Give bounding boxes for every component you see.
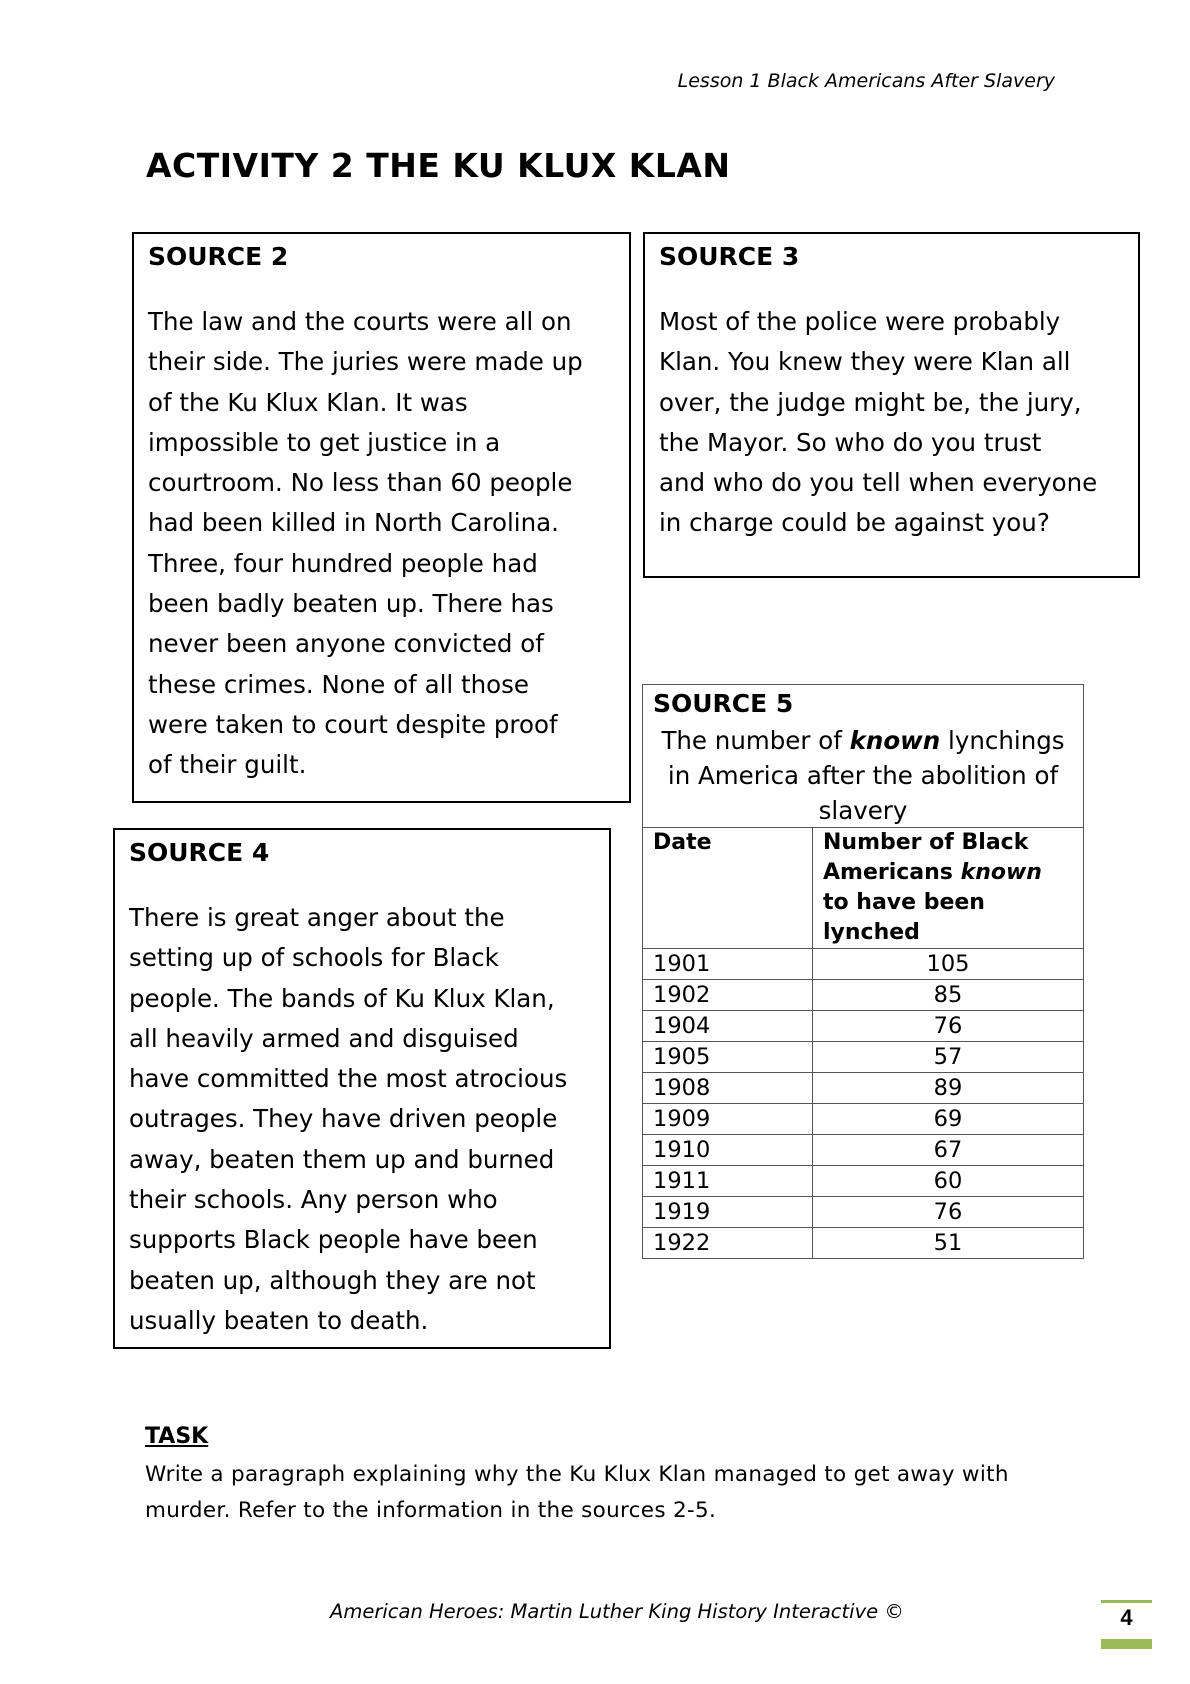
date-cell: 1911 (643, 1166, 813, 1197)
text-line: these crimes. None of all those (148, 669, 529, 699)
table-row (643, 1073, 1083, 1104)
text-line: outrages. They have driven people (129, 1104, 558, 1134)
page-number: 4 (1120, 1605, 1133, 1630)
footer-text: American Heroes: Martin Luther King History Interactive © (330, 1600, 904, 1623)
text-line: The law and the courts were all on (148, 307, 572, 336)
task-heading: TASK (145, 1424, 209, 1449)
text-line: beaten up, although they are not (129, 1265, 536, 1295)
lesson-header: Lesson 1 Black Americans After Slavery (677, 70, 1055, 92)
text-line: courtroom. No less than 60 people (148, 468, 573, 498)
date-cell: 1905 (643, 1042, 813, 1073)
date-cell: 1910 (643, 1135, 813, 1166)
text-line: in charge could be against you? (659, 508, 1050, 538)
source-5-table-box (642, 684, 1084, 1259)
text-line: people. The bands of Ku Klux Klan, (129, 983, 555, 1013)
text-line: have committed the most atrocious (129, 1064, 568, 1094)
text-line: of the Ku Klux Klan. It was (148, 387, 468, 417)
date-cell: 1904 (643, 1011, 813, 1042)
text-line: their side. The juries were made up (148, 347, 583, 377)
table-row (643, 1011, 1083, 1042)
count-cell: 69 (813, 1104, 1084, 1135)
text-line: Write a paragraph explaining why the Ku Klux Klan managed to get away with (145, 1462, 1009, 1487)
text-line: supports Black people have been (129, 1225, 538, 1255)
source-3-text (659, 302, 1097, 544)
text-line: murder. Refer to the information in the sources 2-5. (145, 1498, 717, 1523)
count-cell: 51 (813, 1228, 1084, 1259)
text-line: Klan. You knew they were Klan all (659, 347, 1071, 377)
table-row (643, 1104, 1083, 1135)
source-2-heading: SOURCE 2 (148, 242, 289, 271)
count-cell: 57 (813, 1042, 1084, 1073)
table-row (643, 1197, 1083, 1228)
source-5-caption (643, 685, 1083, 828)
date-cell: 1908 (643, 1073, 813, 1104)
text-line: and who do you tell when everyone (659, 468, 1098, 498)
date-cell: 1909 (643, 1104, 813, 1135)
source-3-heading: SOURCE 3 (659, 242, 800, 271)
table-row (643, 949, 1083, 980)
table-row (643, 1228, 1083, 1259)
text-line: over, the judge might be, the jury, (659, 387, 1082, 417)
table-row (643, 1135, 1083, 1166)
text-line: There is great anger about the (129, 903, 505, 932)
source-2-text (148, 302, 583, 786)
lynchings-table (643, 828, 1083, 1258)
source-5-heading: SOURCE 5 (653, 689, 794, 718)
count-cell: 76 (813, 1011, 1084, 1042)
text-line: were taken to court despite proof (148, 709, 558, 739)
page-number-bottom-bar (1101, 1639, 1152, 1649)
text-line: Three, four hundred people had (148, 548, 538, 578)
text-line: all heavily armed and disguised (129, 1023, 519, 1053)
text-line: Most of the police were probably (659, 307, 1061, 336)
text-line: of their guilt. (148, 750, 307, 780)
count-cell: 85 (813, 980, 1084, 1011)
page-title: ACTIVITY 2 THE KU KLUX KLAN (146, 146, 731, 185)
date-cell: 1901 (643, 949, 813, 980)
task-text (145, 1457, 1009, 1529)
column-header-count: Number of Black Americans known to have been lynched (813, 828, 1084, 949)
source-4-heading: SOURCE 4 (129, 838, 270, 867)
table-row (643, 980, 1083, 1011)
text-line: been badly beaten up. There has (148, 589, 554, 619)
column-header-date: Date (643, 828, 813, 949)
desc-emphasis: known (849, 726, 941, 755)
text-line: usually beaten to death. (129, 1305, 429, 1335)
text-line: their schools. Any person who (129, 1185, 498, 1215)
count-cell: 105 (813, 949, 1084, 980)
desc-text: slavery (818, 796, 908, 825)
date-cell: 1919 (643, 1197, 813, 1228)
text-line: impossible to get justice in a (148, 427, 501, 457)
date-cell: 1902 (643, 980, 813, 1011)
count-cell: 89 (813, 1073, 1084, 1104)
source-4-text (129, 898, 567, 1341)
count-cell: 67 (813, 1135, 1084, 1166)
source-3-box (643, 232, 1140, 578)
table-row (643, 1166, 1083, 1197)
desc-text: in America after the abolition of (667, 761, 1059, 790)
source-4-box (113, 828, 611, 1349)
source-5-description (643, 723, 1083, 828)
text-line: the Mayor. So who do you trust (659, 427, 1042, 457)
source-2-box (132, 232, 631, 803)
text-line: away, beaten them up and burned (129, 1144, 555, 1174)
date-cell: 1922 (643, 1228, 813, 1259)
text-line: had been killed in North Carolina. (148, 508, 559, 538)
text-line: never been anyone convicted of (148, 629, 544, 659)
count-cell: 76 (813, 1197, 1084, 1228)
table-row (643, 1042, 1083, 1073)
desc-text: The number of (661, 726, 850, 755)
text-line: setting up of schools for Black (129, 943, 499, 973)
count-cell: 60 (813, 1166, 1084, 1197)
desc-text: lynchings (940, 726, 1065, 755)
page-number-top-rule (1101, 1600, 1152, 1603)
